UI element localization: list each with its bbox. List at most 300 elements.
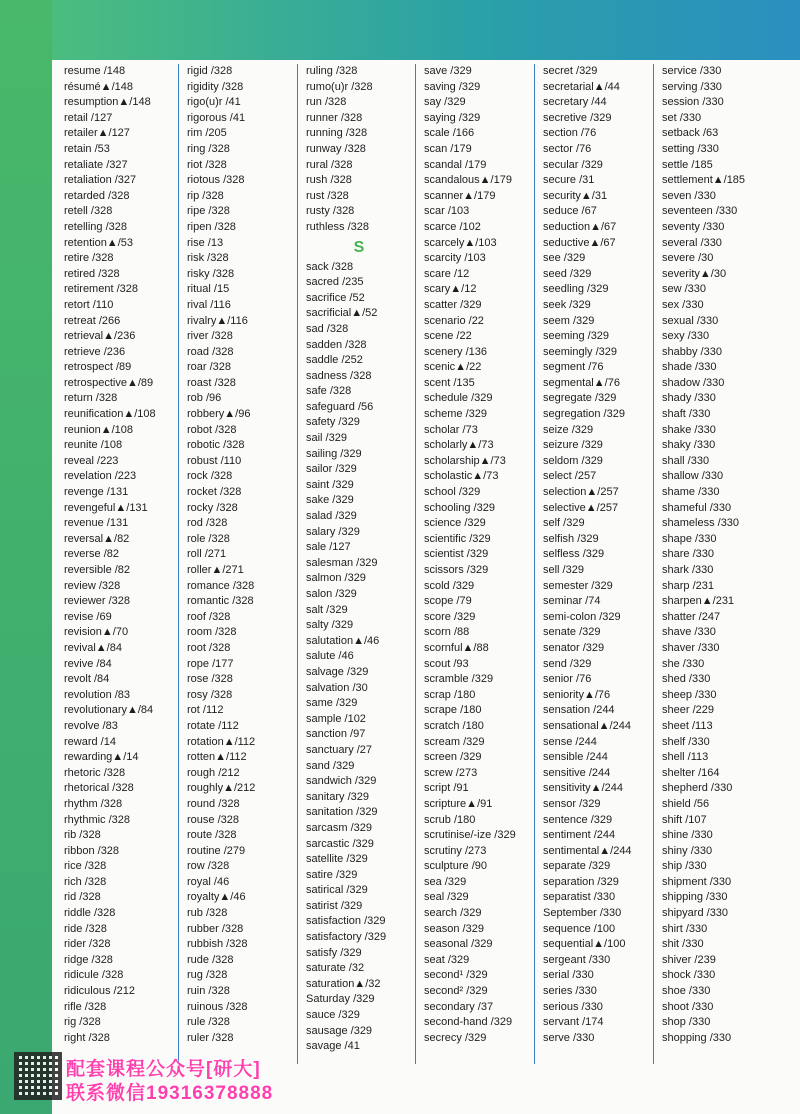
index-entry: roast /328	[187, 376, 236, 389]
index-entry: secondary /37	[424, 1000, 494, 1013]
index-entry: revive /84	[64, 657, 112, 670]
index-entry: scrutiny /273	[424, 844, 487, 857]
index-entry: scholastic▲/73	[424, 470, 499, 483]
index-entry: safety /329	[306, 416, 360, 429]
index-entry: segregation /329	[543, 408, 625, 421]
index-entry: rigid /328	[187, 65, 233, 77]
index-entry: ridicule /328	[64, 969, 124, 982]
index-entry: scripture▲/91	[424, 797, 493, 810]
index-entry: ribbon /328	[64, 844, 120, 857]
index-entry: seven /330	[662, 189, 716, 202]
index-entry: scatter /329	[424, 298, 482, 311]
index-entry: rust /328	[306, 189, 349, 202]
index-entry: rumo(u)r /328	[306, 80, 373, 93]
index-entry: schedule /329	[424, 392, 493, 405]
index-entry: seductive▲/67	[543, 236, 616, 249]
index-entry: sector /76	[543, 142, 592, 155]
index-entry: safe /328	[306, 385, 352, 398]
index-entry: send /329	[543, 657, 592, 670]
index-entry: retain /53	[64, 142, 110, 155]
index-entry: shameless /330	[662, 517, 740, 530]
index-entry: shame /330	[662, 486, 720, 499]
index-entry: rifle /328	[64, 1000, 107, 1013]
index-entry: series /330	[543, 985, 597, 998]
index-entry: sheep /330	[662, 688, 717, 701]
index-entry: satire /329	[306, 868, 358, 881]
index-entry: rib /328	[64, 829, 101, 842]
index-entry: scene /22	[424, 330, 472, 343]
index-entry: selfish /329	[543, 532, 599, 545]
index-entry: salute /46	[306, 650, 354, 663]
index-entry: shed /330	[662, 673, 711, 686]
index-entry: salon /329	[306, 588, 357, 600]
index-entry: science /329	[424, 517, 486, 530]
index-entry: routine /279	[187, 844, 246, 857]
index-entry: shiny /330	[662, 844, 713, 857]
index-entry: role /328	[187, 532, 230, 545]
index-entry: seldom /329	[543, 454, 603, 467]
index-entry: scorn /88	[424, 626, 470, 639]
index-entry: scary▲/12	[424, 283, 477, 296]
index-entry: retelling /328	[64, 220, 127, 233]
index-entry: sanitary /329	[306, 790, 369, 803]
index-entry: setting /330	[662, 142, 719, 155]
index-entry: scholarship▲/73	[424, 454, 506, 467]
index-entry: rock /328	[187, 470, 233, 483]
index-column-4	[418, 64, 536, 1046]
index-entry: running /328	[306, 127, 368, 140]
index-entry: shade /330	[662, 361, 717, 374]
index-entry: reunite /108	[64, 439, 123, 452]
index-entry: revise /69	[64, 610, 112, 623]
index-entry: search /329	[424, 907, 482, 920]
index-entry: secure /31	[543, 174, 595, 187]
index-entry: reverse /82	[64, 548, 120, 561]
index-column-2	[181, 64, 299, 1046]
index-entry: settle /185	[662, 158, 713, 171]
index-entry: shipment /330	[662, 875, 732, 888]
index-entry: retarded /328	[64, 189, 130, 202]
index-entry: royalty▲/46	[187, 891, 246, 904]
index-entry: rig /328	[64, 1016, 101, 1029]
index-entry: rocky /328	[187, 501, 238, 514]
index-entry: saturate /32	[306, 962, 365, 975]
index-entry: satirist /329	[306, 899, 363, 912]
index-entry: scramble /329	[424, 673, 494, 686]
index-entry: saying /329	[424, 111, 481, 124]
index-entry: résumé▲/148	[64, 80, 133, 93]
index-entry: runway /328	[306, 142, 366, 155]
index-entry: scrape /180	[424, 704, 482, 717]
index-entry: scrutinise/-ize /329	[424, 829, 516, 842]
index-entry: reversal▲/82	[64, 532, 130, 545]
index-entry: rosy /328	[187, 688, 233, 701]
index-entry: revolve /83	[64, 719, 118, 732]
qr-code	[14, 1052, 62, 1100]
index-entry: sand /329	[306, 759, 355, 772]
index-entry: resumption▲/148	[64, 96, 151, 109]
index-entry: sarcastic /329	[306, 837, 374, 850]
index-entry: robust /110	[187, 454, 242, 467]
index-entry: rhetoric /328	[64, 766, 126, 779]
index-column-3	[300, 64, 418, 1055]
index-entry: service /330	[662, 65, 722, 77]
index-entry: sailing /329	[306, 447, 362, 460]
index-entry: run /328	[306, 96, 347, 109]
index-entry: second-hand /329	[424, 1016, 513, 1029]
index-entry: rewarding▲/14	[64, 751, 139, 764]
column-separator	[178, 64, 179, 1064]
index-entry: sharpen▲/231	[662, 595, 735, 608]
index-entry: retrieve /236	[64, 345, 126, 358]
promo-footer	[14, 1052, 314, 1110]
index-entry: sail /329	[306, 432, 347, 445]
index-entry: rose /328	[187, 673, 233, 686]
index-entry: retreat /266	[64, 314, 121, 327]
index-entry: seize /329	[543, 423, 594, 436]
index-entry: rotate /112	[187, 719, 239, 732]
index-entry: sensor /329	[543, 797, 601, 810]
index-entry: right /328	[64, 1031, 110, 1044]
index-entry: rough /212	[187, 766, 240, 779]
index-entry: retention▲/53	[64, 236, 133, 249]
index-entry: severity▲/30	[662, 267, 727, 280]
index-entry: seeming /329	[543, 330, 610, 343]
index-entry: select /257	[543, 470, 597, 483]
index-entry: security▲/31	[543, 189, 608, 202]
index-entry: root /328	[187, 641, 231, 654]
index-entry: seduction▲/67	[543, 220, 617, 233]
index-entry: sauce /329	[306, 1009, 360, 1022]
index-entry: satisfactory /329	[306, 931, 387, 944]
index-entry: ruling /328	[306, 65, 358, 77]
index-entry: seduce /67	[543, 205, 597, 218]
index-entry: sacred /235	[306, 276, 364, 289]
index-entry: rotten▲/112	[187, 751, 247, 764]
index-entry: shameful /330	[662, 501, 732, 514]
index-entry: resume /148	[64, 65, 126, 77]
index-entry: rubbish /328	[187, 938, 248, 951]
index-entry: second¹ /329	[424, 969, 488, 982]
index-entry: selective▲/257	[543, 501, 619, 514]
index-entry: scheme /329	[424, 408, 487, 421]
index-entry: rub /328	[187, 907, 228, 920]
index-entry: script /91	[424, 782, 469, 795]
index-entry: rhythmic /328	[64, 813, 131, 826]
index-column-6	[656, 64, 774, 1046]
index-entry: secret /329	[543, 65, 598, 77]
index-entry: serial /330	[543, 969, 594, 982]
index-entry: shaft /330	[662, 408, 711, 421]
index-entry: scare /12	[424, 267, 470, 280]
index-entry: shall /330	[662, 454, 710, 467]
index-entry: road /328	[187, 345, 234, 358]
index-entry: retaliate /327	[64, 158, 128, 171]
index-entry: seventeen /330	[662, 205, 738, 218]
index-entry: shop /330	[662, 1016, 711, 1029]
index-entry: robot /328	[187, 423, 237, 436]
index-entry: segment /76	[543, 361, 604, 374]
index-entry: saving /329	[424, 80, 481, 93]
index-entry: shift /107	[662, 813, 707, 826]
index-entry: sexy /330	[662, 330, 710, 343]
index-entry: sale /127	[306, 541, 351, 554]
index-entry: ring /328	[187, 142, 230, 155]
index-entry: several /330	[662, 236, 722, 249]
index-entry: ride /328	[64, 922, 107, 935]
index-entry: round /328	[187, 797, 240, 810]
index-entry: reward /14	[64, 735, 116, 748]
index-entry: scientist /329	[424, 548, 489, 561]
index-entry: ripen /328	[187, 220, 236, 233]
index-entry: sample /102	[306, 712, 366, 725]
top-decorative-band	[0, 0, 800, 60]
index-entry: scarce /102	[424, 220, 481, 233]
index-entry: Saturday /329	[306, 993, 375, 1006]
index-entry: settlement▲/185	[662, 174, 746, 187]
index-entry: secretarial▲/44	[543, 80, 620, 93]
index-entry: revolution /83	[64, 688, 131, 701]
index-entry: sanction /97	[306, 728, 366, 741]
index-entry: scratch /180	[424, 719, 484, 732]
index-entry: rice /328	[64, 860, 107, 873]
index-entry: separatist /330	[543, 891, 616, 904]
index-entry: senior /76	[543, 673, 592, 686]
index-entry: scrap /180	[424, 688, 476, 701]
index-entry: shape /330	[662, 532, 717, 545]
index-entry: ritual /15	[187, 283, 230, 296]
index-entry: scandalous▲/179	[424, 174, 512, 187]
index-entry: ruthless /328	[306, 220, 369, 233]
index-entry: runner /328	[306, 111, 363, 124]
index-entry: segmental▲/76	[543, 376, 620, 389]
index-entry: sheet /113	[662, 719, 713, 732]
index-entry: rusty /328	[306, 205, 355, 218]
promo-line-2: 联系微信19316378888	[66, 1083, 274, 1104]
index-entry: ridge /328	[64, 953, 113, 966]
index-entry: seemingly /329	[543, 345, 617, 358]
index-entry: ruler /328	[187, 1031, 234, 1044]
index-entry: rise /13	[187, 236, 224, 249]
index-entry: sell /329	[543, 564, 584, 576]
index-entry: seasonal /329	[424, 938, 493, 951]
index-entry: sentiment /244	[543, 829, 616, 842]
index-entry: shipyard /330	[662, 907, 729, 920]
index-entry: sanitation /329	[306, 806, 378, 819]
index-entry: seniority▲/76	[543, 688, 611, 701]
index-entry: rid /328	[64, 891, 101, 904]
index-entry: rod /328	[187, 517, 228, 530]
index-entry: revenge /131	[64, 486, 129, 499]
index-entry: salty /329	[306, 619, 354, 632]
index-entry: retrieval▲/236	[64, 330, 136, 343]
index-entry: shadow /330	[662, 376, 725, 389]
index-entry: sharp /231	[662, 579, 714, 592]
index-column-5	[537, 64, 655, 1046]
index-entry: rivalry▲/116	[187, 314, 248, 327]
index-entry: sensitive /244	[543, 766, 611, 779]
index-entry: seedling /329	[543, 283, 609, 296]
index-entry: self /329	[543, 517, 585, 530]
index-entry: sadden /328	[306, 338, 367, 351]
index-entry: rival /116	[187, 298, 231, 311]
index-entry: scanner▲/179	[424, 189, 496, 202]
index-entry: ruin /328	[187, 985, 230, 998]
index-entry: return /328	[64, 392, 118, 405]
index-entry: shabby /330	[662, 345, 722, 358]
index-entry: scream /329	[424, 735, 485, 748]
index-entry: see /329	[543, 252, 586, 265]
index-entry: reunification▲/108	[64, 408, 156, 421]
index-entry: retort /110	[64, 298, 114, 311]
index-entry: shirt /330	[662, 922, 708, 935]
index-entry: sequential▲/100	[543, 938, 626, 951]
index-entry: scold /329	[424, 579, 475, 592]
index-entry: scholar /73	[424, 423, 478, 436]
index-entry: revengeful▲/131	[64, 501, 148, 514]
index-entry: save /329	[424, 65, 472, 77]
index-entry: salmon /329	[306, 572, 366, 585]
index-entry: river /328	[187, 330, 233, 343]
index-entry: scale /166	[424, 127, 475, 140]
index-entry: row /328	[187, 860, 230, 873]
index-entry: romantic /328	[187, 595, 254, 608]
index-entry: seizure /329	[543, 439, 603, 452]
index-column-1	[58, 64, 176, 1046]
index-entry: ridiculous /212	[64, 985, 135, 998]
index-entry: scholarly▲/73	[424, 439, 494, 452]
index-entry: shiver /239	[662, 953, 716, 966]
index-entry: section /76	[543, 127, 597, 140]
index-entry: secretive /329	[543, 111, 612, 124]
index-entry: ship /330	[662, 860, 707, 873]
index-entry: rope /177	[187, 657, 234, 670]
index-entry: shield /56	[662, 797, 710, 810]
index-entry: serving /330	[662, 80, 722, 93]
index-entry: savage /41	[306, 1040, 360, 1053]
index-entry: rigorous /41	[187, 111, 246, 124]
index-entry: selection▲/257	[543, 486, 619, 499]
index-entry: reveal /223	[64, 454, 119, 467]
index-entry: satirical /329	[306, 884, 368, 897]
index-entry: sense /244	[543, 735, 597, 748]
index-entry: sensible /244	[543, 751, 608, 764]
index-entry: scar /103	[424, 205, 470, 218]
index-entry: sew /330	[662, 283, 707, 296]
index-entry: seem /329	[543, 314, 595, 327]
index-entry: selfless /329	[543, 548, 605, 561]
index-entry: sarcasm /329	[306, 821, 373, 834]
index-entry: shepherd /330	[662, 782, 733, 795]
index-entry: seek /329	[543, 298, 591, 311]
index-entry: rural /328	[306, 158, 353, 171]
left-decorative-band	[0, 0, 52, 1114]
index-entry: salesman /329	[306, 556, 378, 569]
index-entry: ruinous /328	[187, 1000, 248, 1013]
index-entry: shine /330	[662, 829, 713, 842]
index-entry: seat /329	[424, 953, 470, 966]
index-entry: sacrifice /52	[306, 291, 365, 304]
index-entry: scornful▲/88	[424, 641, 489, 654]
index-entry: share /330	[662, 548, 714, 561]
index-entry: secrecy /329	[424, 1031, 487, 1044]
index-entry: screw /273	[424, 766, 478, 779]
index-entry: sailor /329	[306, 463, 357, 476]
index-entry: shaky /330	[662, 439, 716, 452]
index-entry: rich /328	[64, 875, 107, 888]
index-entry: rhetorical /328	[64, 782, 134, 795]
index-entry: scarcely▲/103	[424, 236, 497, 249]
index-entry: school /329	[424, 486, 481, 499]
index-entry: shoe /330	[662, 985, 711, 998]
index-entry: riddle /328	[64, 907, 116, 920]
index-entry: rigidity /328	[187, 80, 244, 93]
index-entry: route /328	[187, 829, 237, 842]
index-entry: retailer▲/127	[64, 127, 130, 140]
index-entry: shell /113	[662, 751, 709, 764]
index-entry: saint /329	[306, 478, 354, 491]
index-entry: satellite /329	[306, 853, 368, 866]
index-entry: retail /127	[64, 111, 113, 124]
index-entry: second² /329	[424, 985, 488, 998]
index-entry: sanctuary /27	[306, 743, 373, 756]
index-entry: robotic /328	[187, 439, 245, 452]
index-entry: season /329	[424, 922, 484, 935]
index-entry: set /330	[662, 111, 702, 124]
index-entry: royal /46	[187, 875, 230, 888]
index-entry: sake /329	[306, 494, 354, 507]
index-entry: sensation /244	[543, 704, 615, 717]
index-entry: semester /329	[543, 579, 613, 592]
index-entry: sensitivity▲/244	[543, 782, 623, 795]
index-entry: sack /328	[306, 260, 354, 273]
index-entry: shelf /330	[662, 735, 710, 748]
index-entry: review /328	[64, 579, 121, 592]
index-entry: secular /329	[543, 158, 603, 171]
index-entry: retired /328	[64, 267, 120, 280]
index-entry: rubber /328	[187, 922, 244, 935]
index-entry: sandwich /329	[306, 775, 377, 788]
index-entry: retell /328	[64, 205, 113, 218]
index-entry: sex /330	[662, 298, 704, 311]
index-entry: sexual /330	[662, 314, 719, 327]
index-entry: rug /328	[187, 969, 228, 982]
index-entry: rude /328	[187, 953, 234, 966]
index-entry: roar /328	[187, 361, 232, 374]
index-entry: shoot /330	[662, 1000, 714, 1013]
index-entry: revolt /84	[64, 673, 110, 686]
index-entry: segregate /329	[543, 392, 617, 405]
index-entry: sadness /328	[306, 369, 372, 382]
index-entry: rim /205	[187, 127, 227, 140]
section-letter-s: S	[353, 238, 365, 256]
index-entry: ripe /328	[187, 205, 230, 218]
index-entry: same /329	[306, 697, 358, 710]
index-entry: she /330	[662, 657, 705, 670]
index-entry: serious /330	[543, 1000, 603, 1013]
index-entry: saddle /252	[306, 354, 363, 367]
index-entry: shit /330	[662, 938, 704, 951]
index-entry: shaver /330	[662, 641, 720, 654]
index-entry: sergeant /330	[543, 953, 611, 966]
index-entry: shake /330	[662, 423, 716, 436]
index-entry: revision▲/70	[64, 626, 129, 639]
index-entry: say /329	[424, 96, 466, 109]
index-entry: scan /179	[424, 142, 472, 155]
index-entry: shallow /330	[662, 470, 724, 483]
index-entry: reunion▲/108	[64, 423, 133, 436]
index-entry: senate /329	[543, 626, 601, 639]
